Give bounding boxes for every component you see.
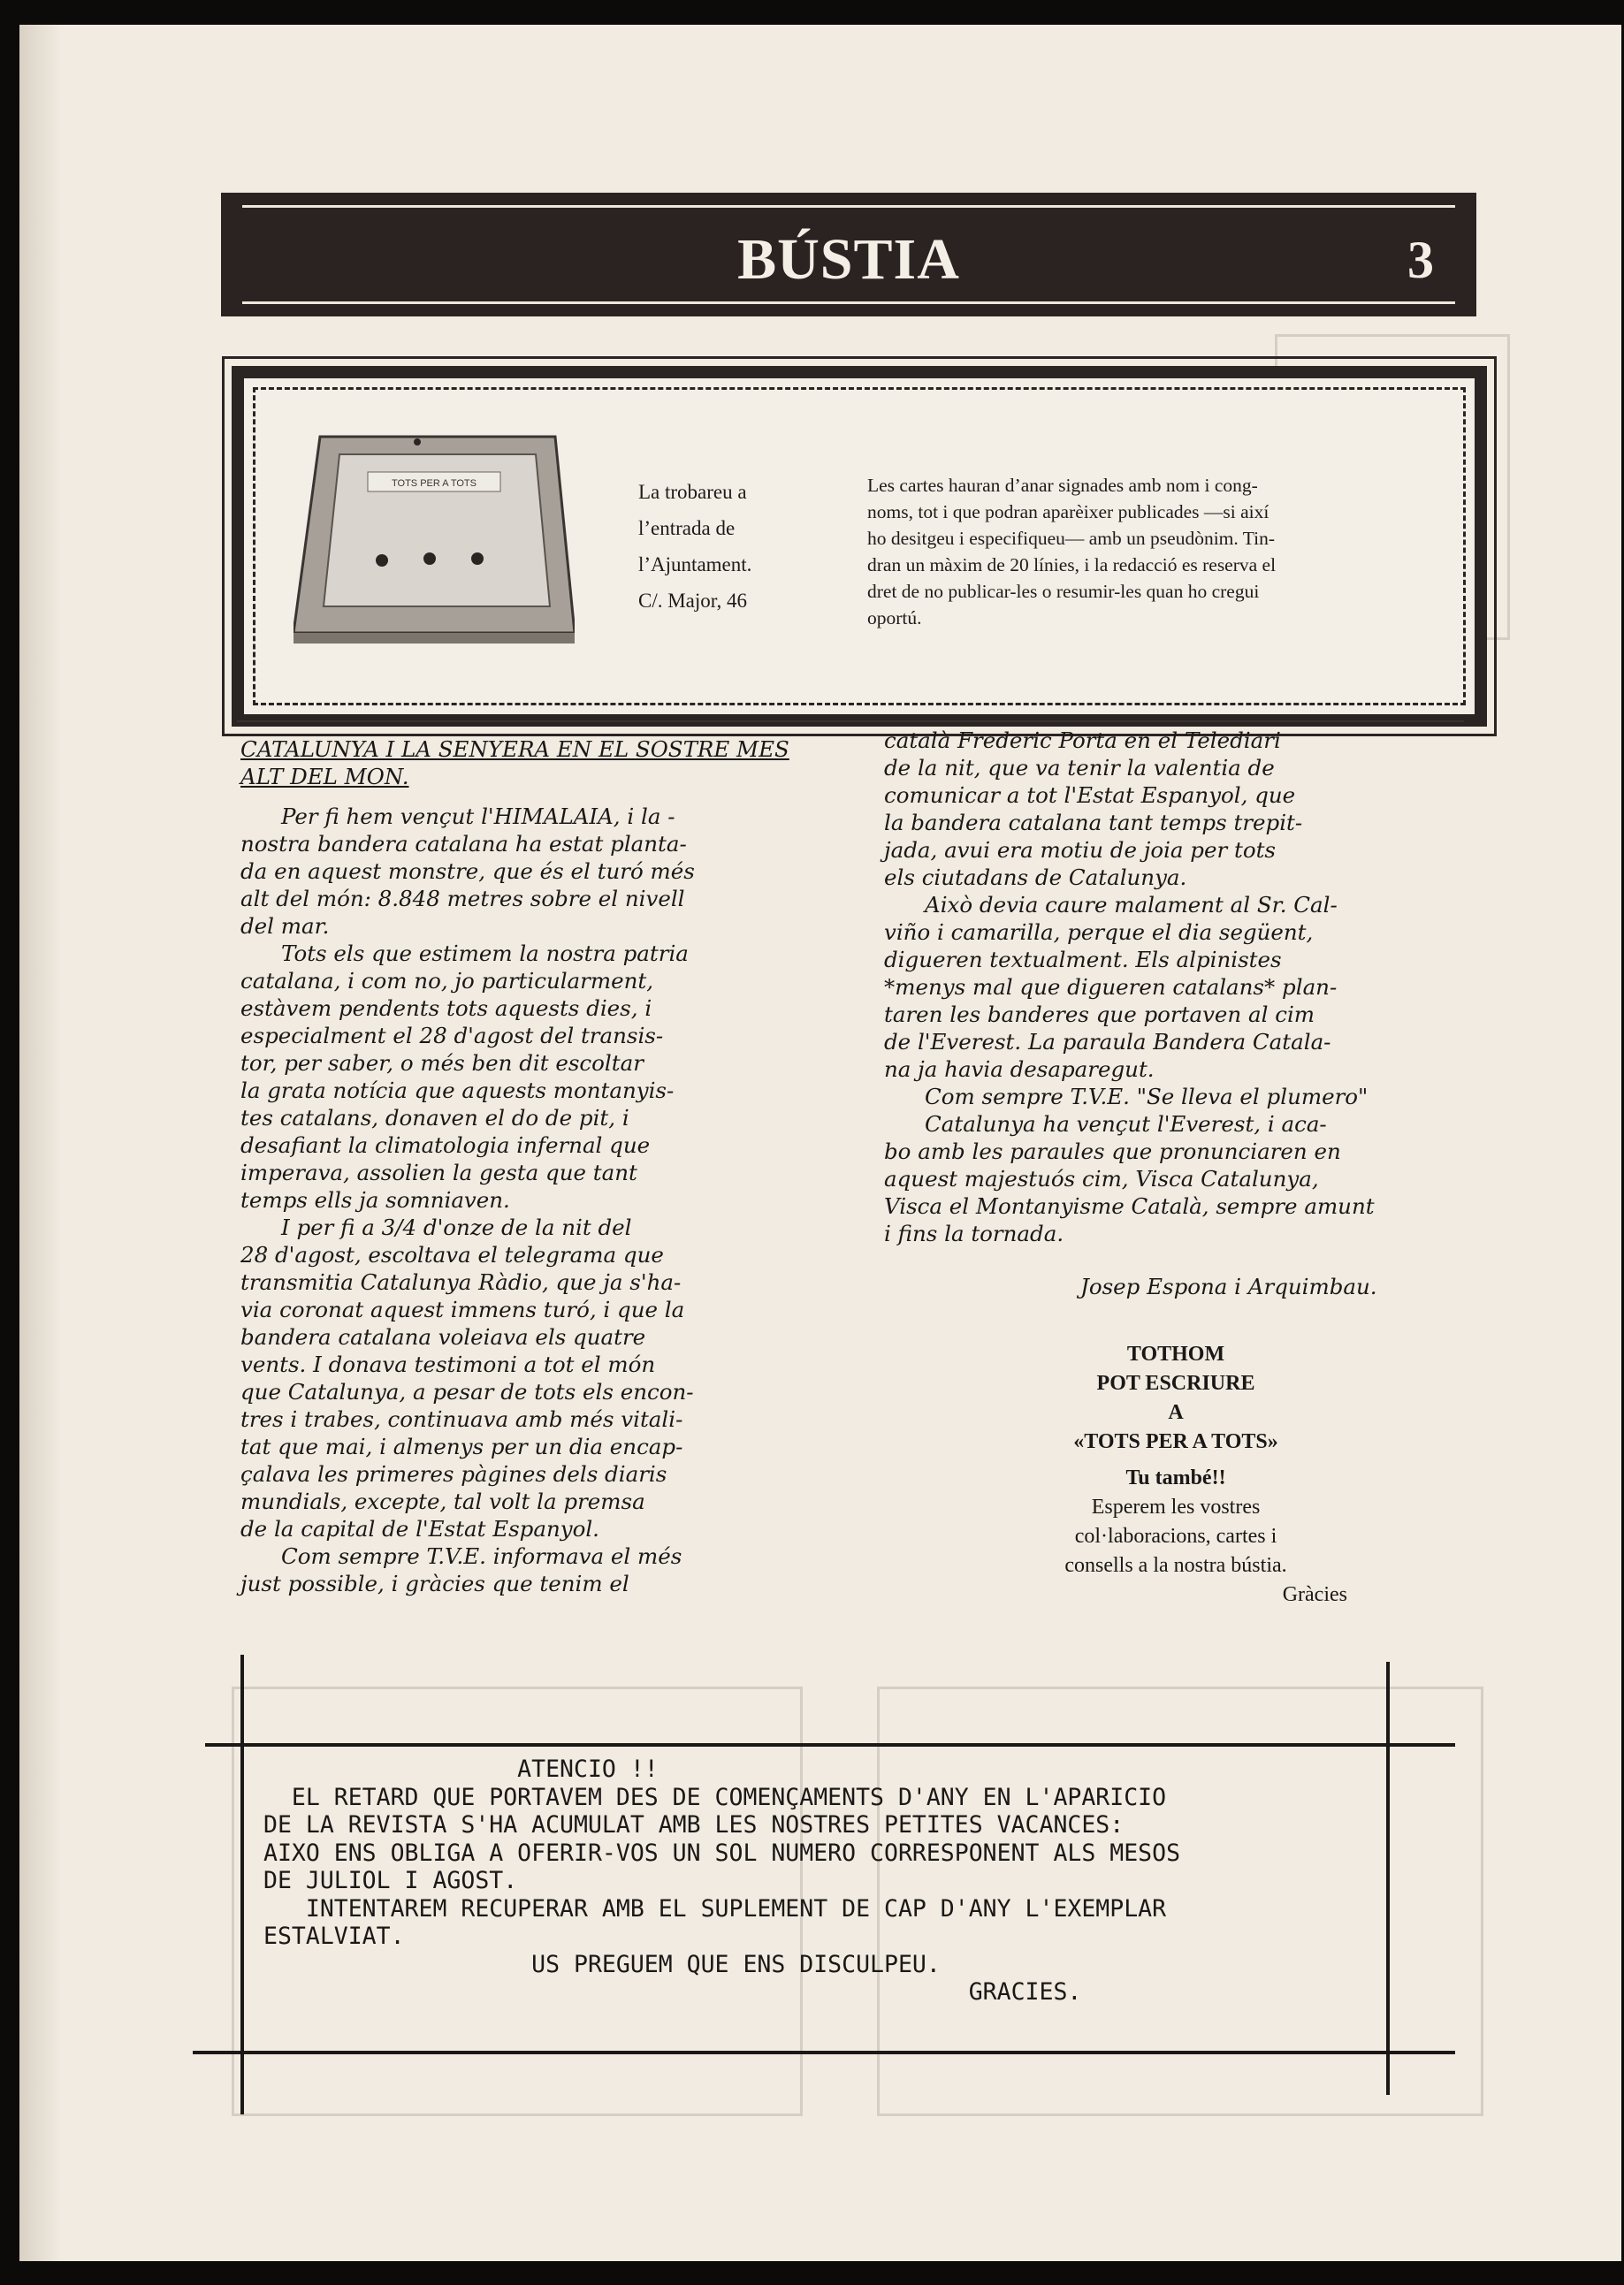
letter-line: que Catalunya, a pesar de tots els encon-: [240, 1379, 694, 1405]
notice-line: ESTALVIAT.: [263, 1923, 405, 1950]
letter-line: jada, avui era motiu de joia per tots: [884, 837, 1276, 863]
promo-thanks: Gràcies: [1282, 1583, 1347, 1606]
letter-line: viño i camarilla, perque el dia següent,: [884, 919, 1314, 945]
letter-line: comunicar a tot l'Estat Espanyol, que: [884, 782, 1296, 808]
letter-line: Per fi hem vençut l'HIMALAIA, i la -: [281, 804, 675, 829]
rules-line: ho desitgeu i especifiqueu— amb un pseudònim. Tin-: [867, 528, 1276, 549]
letter-line: estàvem pendents tots aquests dies, i: [240, 995, 652, 1021]
notice-line: GRACIES.: [263, 1978, 1082, 2006]
letter-line: Això devia caure malament al Sr. Cal-: [925, 892, 1338, 918]
letter-line: bandera catalana voleiava els quatre: [240, 1324, 646, 1350]
letter-line: temps ells ja somniaven.: [240, 1187, 510, 1213]
letter-line: Com sempre T.V.E. informava el més: [281, 1543, 682, 1569]
promo-body-line: Esperem les vostres: [1091, 1496, 1261, 1519]
promo-line: «TOTS PER A TOTS»: [1073, 1430, 1278, 1453]
notice-top-rule: [205, 1743, 1455, 1747]
letter-line: els ciutadans de Catalunya.: [884, 864, 1187, 890]
letter-line: català Frederic Porta en el Telediari: [884, 727, 1281, 753]
promo-line: Tu també!!: [1125, 1466, 1226, 1489]
section-header: [221, 193, 1476, 316]
rules-line: Les cartes hauran d’anar signades amb nom i cong-: [867, 475, 1258, 496]
submission-rules: [867, 472, 1402, 631]
notice-bottom-rule: [193, 2051, 1455, 2054]
letter-left-body: [240, 803, 806, 1597]
letter-line: Tots els que estimem la nostra patria: [281, 941, 689, 966]
letter-line: tres i trabes, continuava amb més vitali-: [240, 1406, 683, 1432]
notice-left-rule: [240, 1655, 244, 2114]
letter-title: [240, 735, 806, 790]
letter-line: bo amb les paraules que pronunciaren en: [884, 1139, 1341, 1164]
header-rule-top: [242, 205, 1455, 208]
letter-line: la grata notícia que aquests montanyis-: [240, 1078, 675, 1103]
page-fold-shadow: [19, 25, 62, 2261]
letter-title-line: CATALUNYA I LA SENYERA EN EL SOSTRE MES: [240, 736, 789, 762]
letter-line: catalana, i com no, jo particularment,: [240, 968, 654, 994]
letter-line: tat que mai, i almenys per un dia encap-: [240, 1434, 683, 1459]
letter-signature: Josep Espona i Arquimbau.: [1080, 1274, 1377, 1299]
letter-line: mundials, excepte, tal volt la premsa: [240, 1489, 645, 1514]
notice-line: AIXO ENS OBLIGA A OFERIR-VOS UN SOL NUMERO CORRESPONENT ALS MESOS: [263, 1839, 1181, 1867]
contribute-promo: [990, 1340, 1361, 1610]
promo-line: POT ESCRIURE: [1096, 1372, 1255, 1395]
rules-line: dran un màxim de 20 línies, i la redacció es reserva el: [867, 554, 1277, 575]
letter-line: taren les banderes que portaven al cim: [884, 1002, 1315, 1027]
column-divider-rule: [237, 720, 1464, 722]
letter-line: transmitia Catalunya Ràdio, que ja s'ha-: [240, 1269, 682, 1295]
letter-line: I per fi a 3/4 d'onze de la nit del: [281, 1215, 632, 1240]
notice-line: US PREGUEM QUE ENS DISCULPEU.: [263, 1950, 941, 1978]
address-line: l’entrada de: [638, 517, 736, 539]
letter-line: imperava, assolien la gesta que tant: [240, 1160, 637, 1185]
delay-notice: [263, 1756, 1430, 2007]
letter-line: de la nit, que va tenir la valentia de: [884, 755, 1275, 781]
notice-line: EL RETARD QUE PORTAVEM DES DE COMENÇAMENTS D'ANY EN L'APARICIO: [263, 1783, 1167, 1811]
mailbox-info-frame: [232, 366, 1487, 727]
letter-line: alt del món: 8.848 metres sobre el nivell: [240, 886, 685, 911]
letter-line: aquest majestuós cim, Visca Catalunya,: [884, 1166, 1319, 1192]
letter-line: çalava les primeres pàgines dels diaris: [240, 1461, 667, 1487]
letter-line: na ja havia desaparegut.: [884, 1056, 1155, 1082]
address-line: La trobareu a: [638, 481, 747, 503]
rules-line: dret de no publicar-les o resumir-les quan ho cregui: [867, 581, 1260, 602]
notice-line: DE LA REVISTA S'HA ACUMULAT AMB LES NOSTRES PETITES VACANCES:: [263, 1811, 1125, 1839]
address-line: C/. Major, 46: [638, 590, 748, 612]
letter-line: de l'Everest. La paraula Bandera Catala-: [884, 1029, 1331, 1055]
letter-line: desafiant la climatologia infernal que: [240, 1132, 651, 1158]
letter-line: Catalunya ha vençut l'Everest, i aca-: [925, 1111, 1327, 1137]
letter-title-line: ALT DEL MON.: [240, 764, 409, 789]
letter-line: da en aquest monstre, que és el turó més: [240, 858, 695, 884]
header-rule-bottom: [242, 301, 1455, 304]
notice-line: DE JULIOL I AGOST.: [263, 1867, 518, 1894]
letter-left-column: [240, 735, 806, 1597]
letter-line: nostra bandera catalana ha estat planta-: [240, 831, 687, 857]
notice-line: INTENTAREM RECUPERAR AMB EL SUPLEMENT DE CAP D'ANY L'EXEMPLAR: [263, 1894, 1167, 1923]
letter-line: especialment el 28 d'agost del transis-: [240, 1023, 664, 1048]
letter-line: 28 d'agost, escoltava el telegrama que: [240, 1242, 664, 1268]
letter-line: vents. I donava testimoni a tot el món: [240, 1352, 656, 1377]
letter-line: de la capital de l'Estat Espanyol.: [240, 1516, 599, 1542]
letter-line: digueren textualment. Els alpinistes: [884, 947, 1282, 972]
promo-line: TOTHOM: [1126, 1343, 1225, 1366]
promo-body-line: consells a la nostra bústia.: [1064, 1554, 1287, 1577]
letter-line: just possible, i gràcies que tenim el: [240, 1571, 629, 1596]
letter-right-body: [884, 727, 1459, 1247]
letter-line: la bandera catalana tant temps trepit-: [884, 810, 1303, 835]
section-title: BÚSTIA: [737, 227, 960, 292]
letter-line: via coronat aquest immens turó, i que la: [240, 1297, 685, 1322]
mailbox-address: [638, 474, 850, 619]
letter-line: tes catalans, donaven el do de pit, i: [240, 1105, 629, 1131]
notice-line: ATENCIO !!: [263, 1756, 659, 1783]
promo-line: A: [1168, 1401, 1184, 1424]
rules-line: noms, tot i que podran aparèixer publicades —si així: [867, 501, 1269, 522]
rules-line: oportú.: [867, 607, 922, 628]
letter-line: i fins la tornada.: [884, 1221, 1064, 1246]
letter-line: tor, per saber, o més ben dit escoltar: [240, 1050, 644, 1076]
letter-line: Com sempre T.V.E. "Se lleva el plumero": [925, 1084, 1369, 1109]
page-number: 3: [1407, 231, 1434, 289]
promo-body-line: col·laboracions, cartes i: [1074, 1525, 1277, 1548]
letter-line: del mar.: [240, 913, 330, 939]
letter-line: *menys mal que digueren catalans* plan-: [884, 974, 1338, 1000]
letter-right-column: [884, 727, 1459, 1247]
mailbox-sign-text: TOTS PER A TOTS: [392, 478, 477, 489]
letter-line: Visca el Montanyisme Català, sempre amunt: [884, 1193, 1375, 1219]
mailbox-photo-icon: [294, 430, 575, 644]
address-line: l’Ajuntament.: [638, 553, 752, 575]
